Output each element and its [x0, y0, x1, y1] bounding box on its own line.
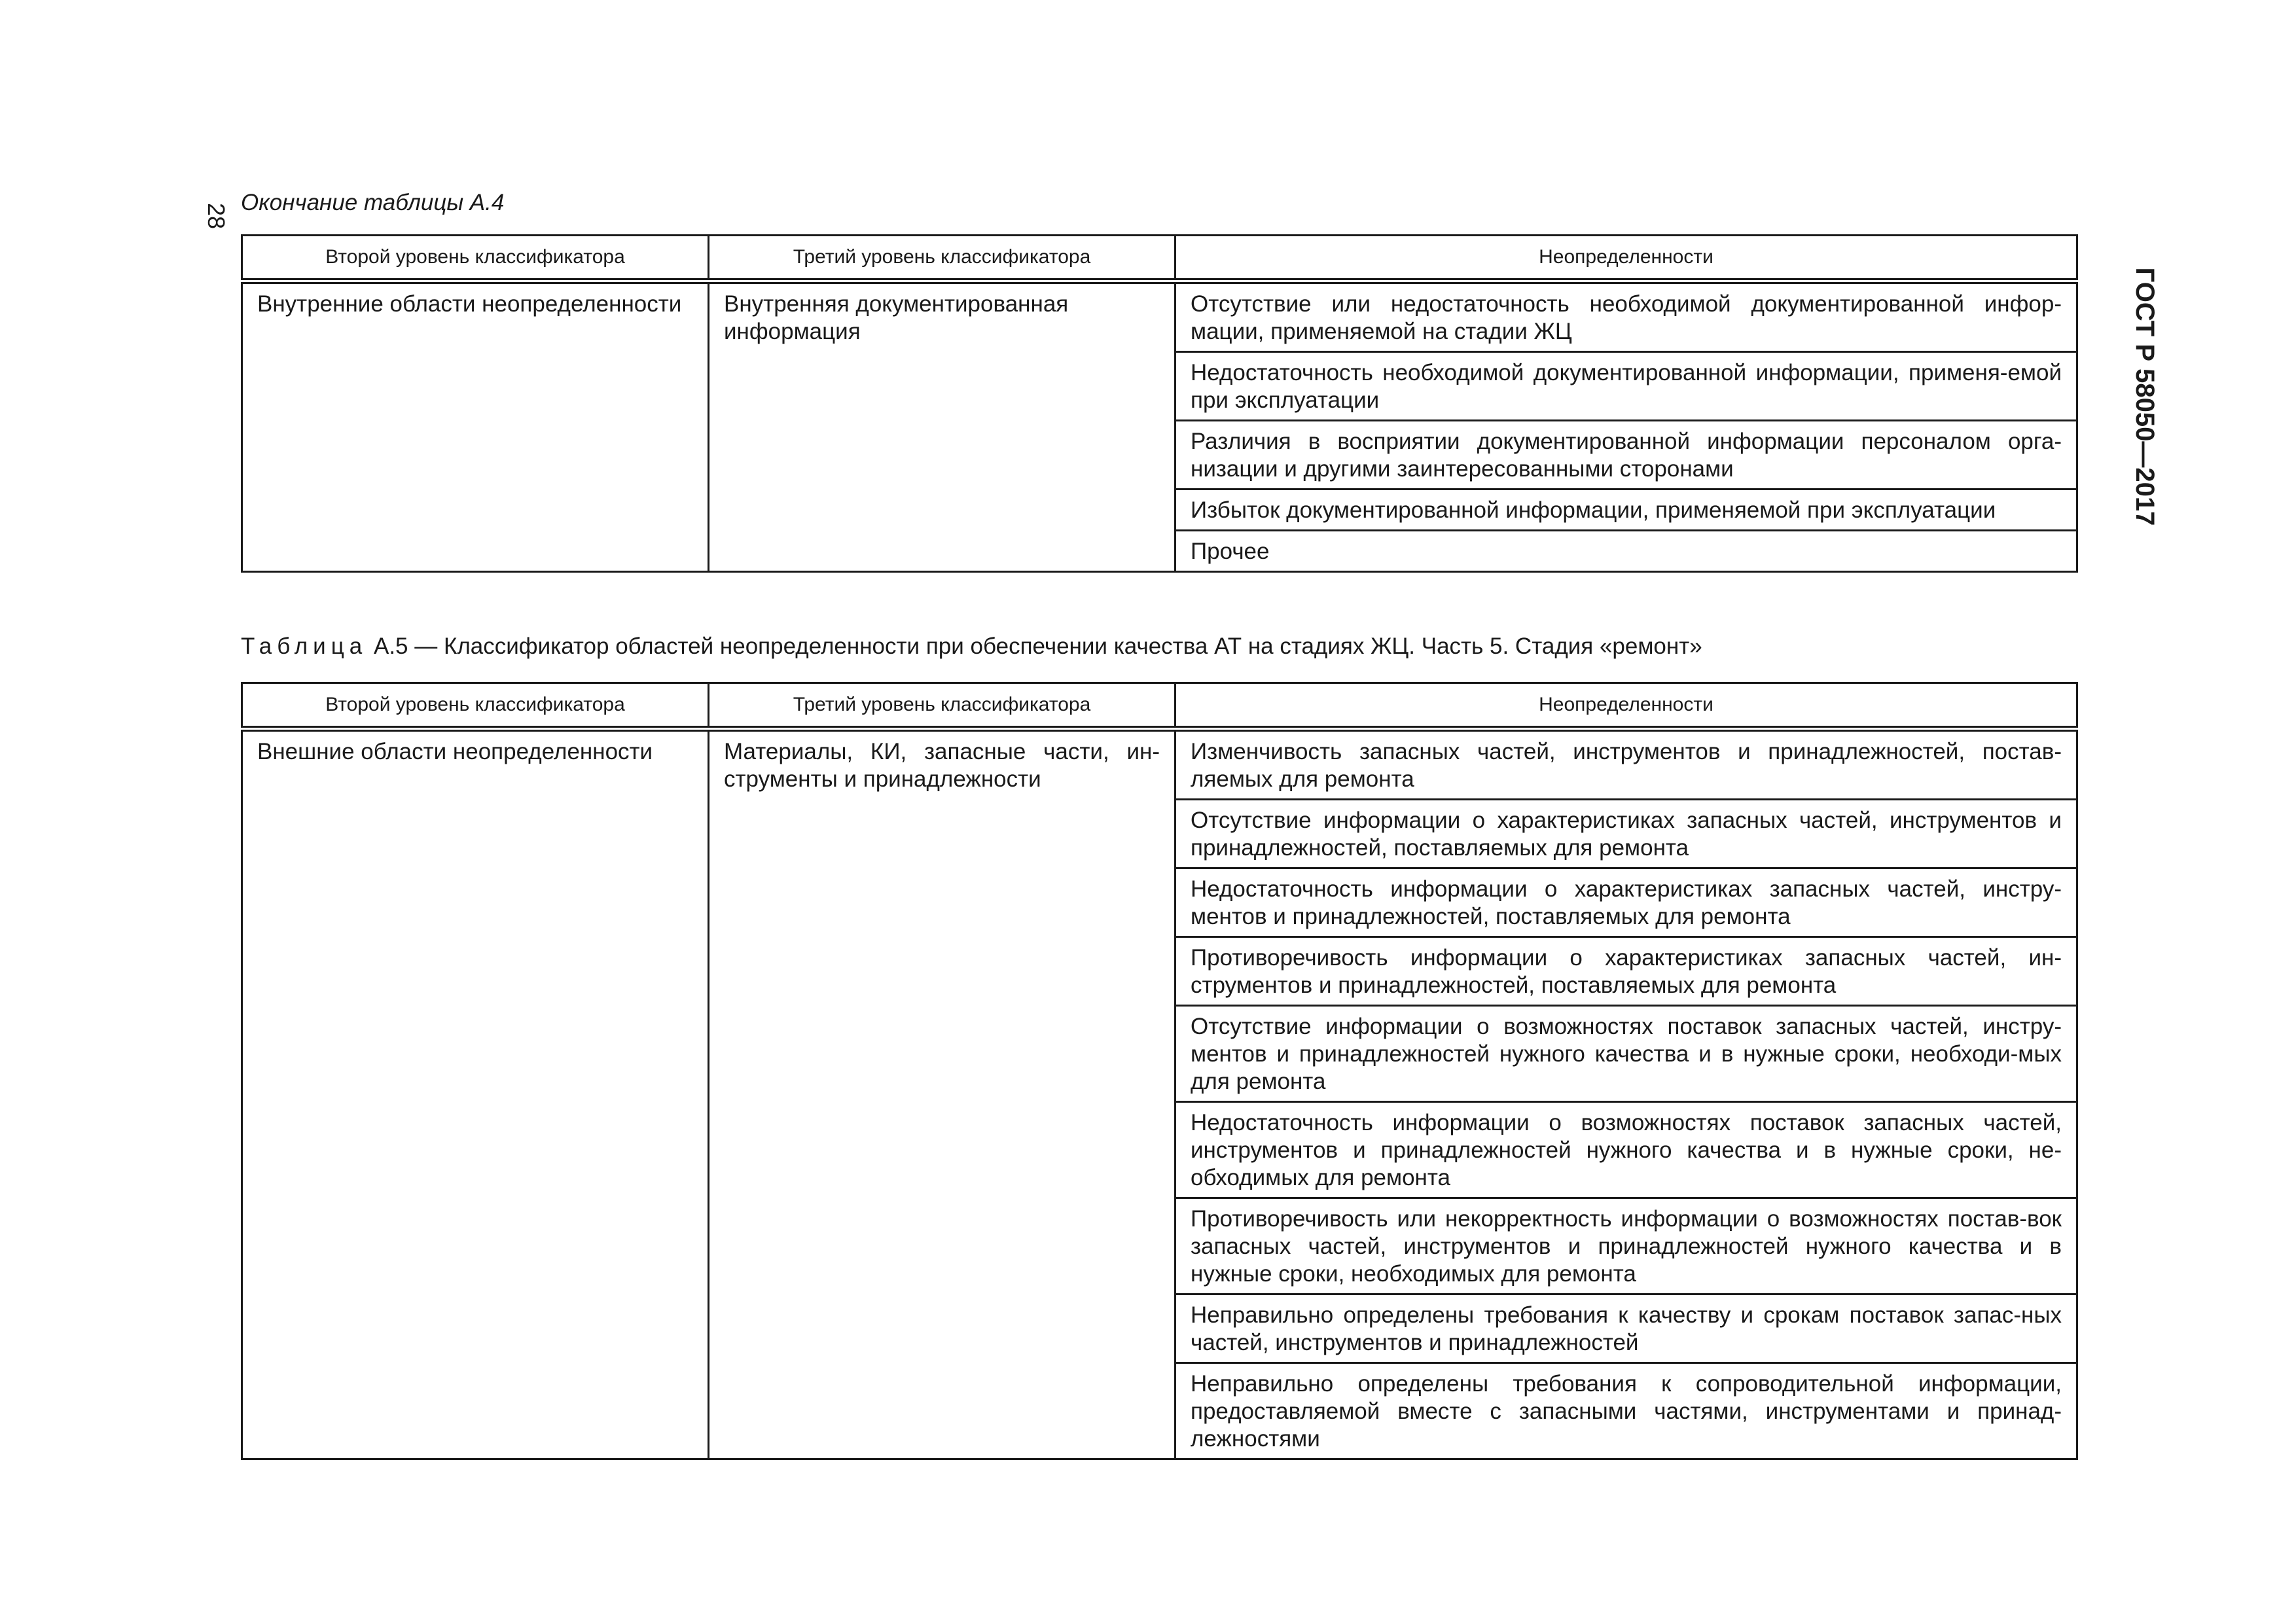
table-row — [242, 729, 2077, 800]
table-a5 — [241, 682, 2078, 1460]
uncertainty-cell: Отсутствие или недостаточность необходимой документированной инфор-мации, применяемой на стадии ЖЦ — [1175, 281, 2077, 352]
table-a5-caption-label: Таблица — [241, 633, 368, 659]
table-header-row — [242, 236, 2077, 281]
table-a5-caption-text: А.5 — Классификатор областей неопределенности при обеспечении качества АТ на стадиях ЖЦ. Часть 5. Стадия «ремонт» — [373, 633, 1702, 659]
header-level-3: Третий уровень классификатора — [709, 236, 1175, 281]
table-a4-continuation-caption: Окончание таблицы А.4 — [241, 190, 505, 215]
header-uncertainties: Неопределенности — [1175, 683, 2077, 729]
table-row — [242, 281, 2077, 352]
level-3-cell: Материалы, КИ, запасные части, ин-струменты и принадлежности — [709, 729, 1175, 1459]
page-number: 28 — [203, 202, 230, 230]
standard-designation: ГОСТ Р 58050—2017 — [2130, 267, 2159, 526]
header-level-2: Второй уровень классификатора — [242, 236, 709, 281]
uncertainty-cell: Недостаточность информации о характеристиках запасных частей, инстру-ментов и принадлежностей, поставляемых для ремонта — [1175, 868, 2077, 937]
table-a5-caption — [241, 631, 1702, 662]
level-2-cell: Внутренние области неопределенности — [242, 281, 709, 572]
table-header-row — [242, 683, 2077, 729]
uncertainty-cell: Избыток документированной информации, применяемой при эксплуатации — [1175, 490, 2077, 531]
uncertainty-cell: Противоречивость информации о характеристиках запасных частей, ин-струментов и принадлежностей, поставляемых для ремонта — [1175, 937, 2077, 1006]
header-level-2: Второй уровень классификатора — [242, 683, 709, 729]
uncertainty-cell: Различия в восприятии документированной информации персоналом орга-низации и другими заинтересованными сторонами — [1175, 421, 2077, 490]
uncertainty-cell: Изменчивость запасных частей, инструментов и принадлежностей, постав-ляемых для ремонта — [1175, 729, 2077, 800]
level-2-cell: Внешние области неопределенности — [242, 729, 709, 1459]
header-uncertainties: Неопределенности — [1175, 236, 2077, 281]
table-a4-end — [241, 234, 2078, 573]
uncertainty-cell: Недостаточность необходимой документированной информации, применя-емой при эксплуатации — [1175, 352, 2077, 421]
uncertainty-cell: Прочее — [1175, 531, 2077, 572]
header-level-3: Третий уровень классификатора — [709, 683, 1175, 729]
uncertainty-cell: Противоречивость или некорректность информации о возможностях постав-вок запасных частей, инструментов и принадлежностей нужного качества и в нужные сроки, необходимых для ремонта — [1175, 1198, 2077, 1294]
uncertainty-cell: Неправильно определены требования к сопроводительной информации, предоставляемой вместе с запасными частями, инструментами и принад-лежностями — [1175, 1363, 2077, 1459]
level-3-cell: Внутренняя документированная информация — [709, 281, 1175, 572]
uncertainty-cell: Отсутствие информации о характеристиках запасных частей, инструментов и принадлежностей, поставляемых для ремонта — [1175, 800, 2077, 868]
uncertainty-cell: Отсутствие информации о возможностях поставок запасных частей, инстру-ментов и принадлежностей нужного качества и в нужные сроки, необходи-мых для ремонта — [1175, 1006, 2077, 1102]
uncertainty-cell: Неправильно определены требования к качеству и срокам поставок запас-ных частей, инструментов и принадлежностей — [1175, 1294, 2077, 1363]
uncertainty-cell: Недостаточность информации о возможностях поставок запасных частей, инструментов и принадлежностей нужного качества и в нужные сроки, не-обходимых для ремонта — [1175, 1102, 2077, 1198]
